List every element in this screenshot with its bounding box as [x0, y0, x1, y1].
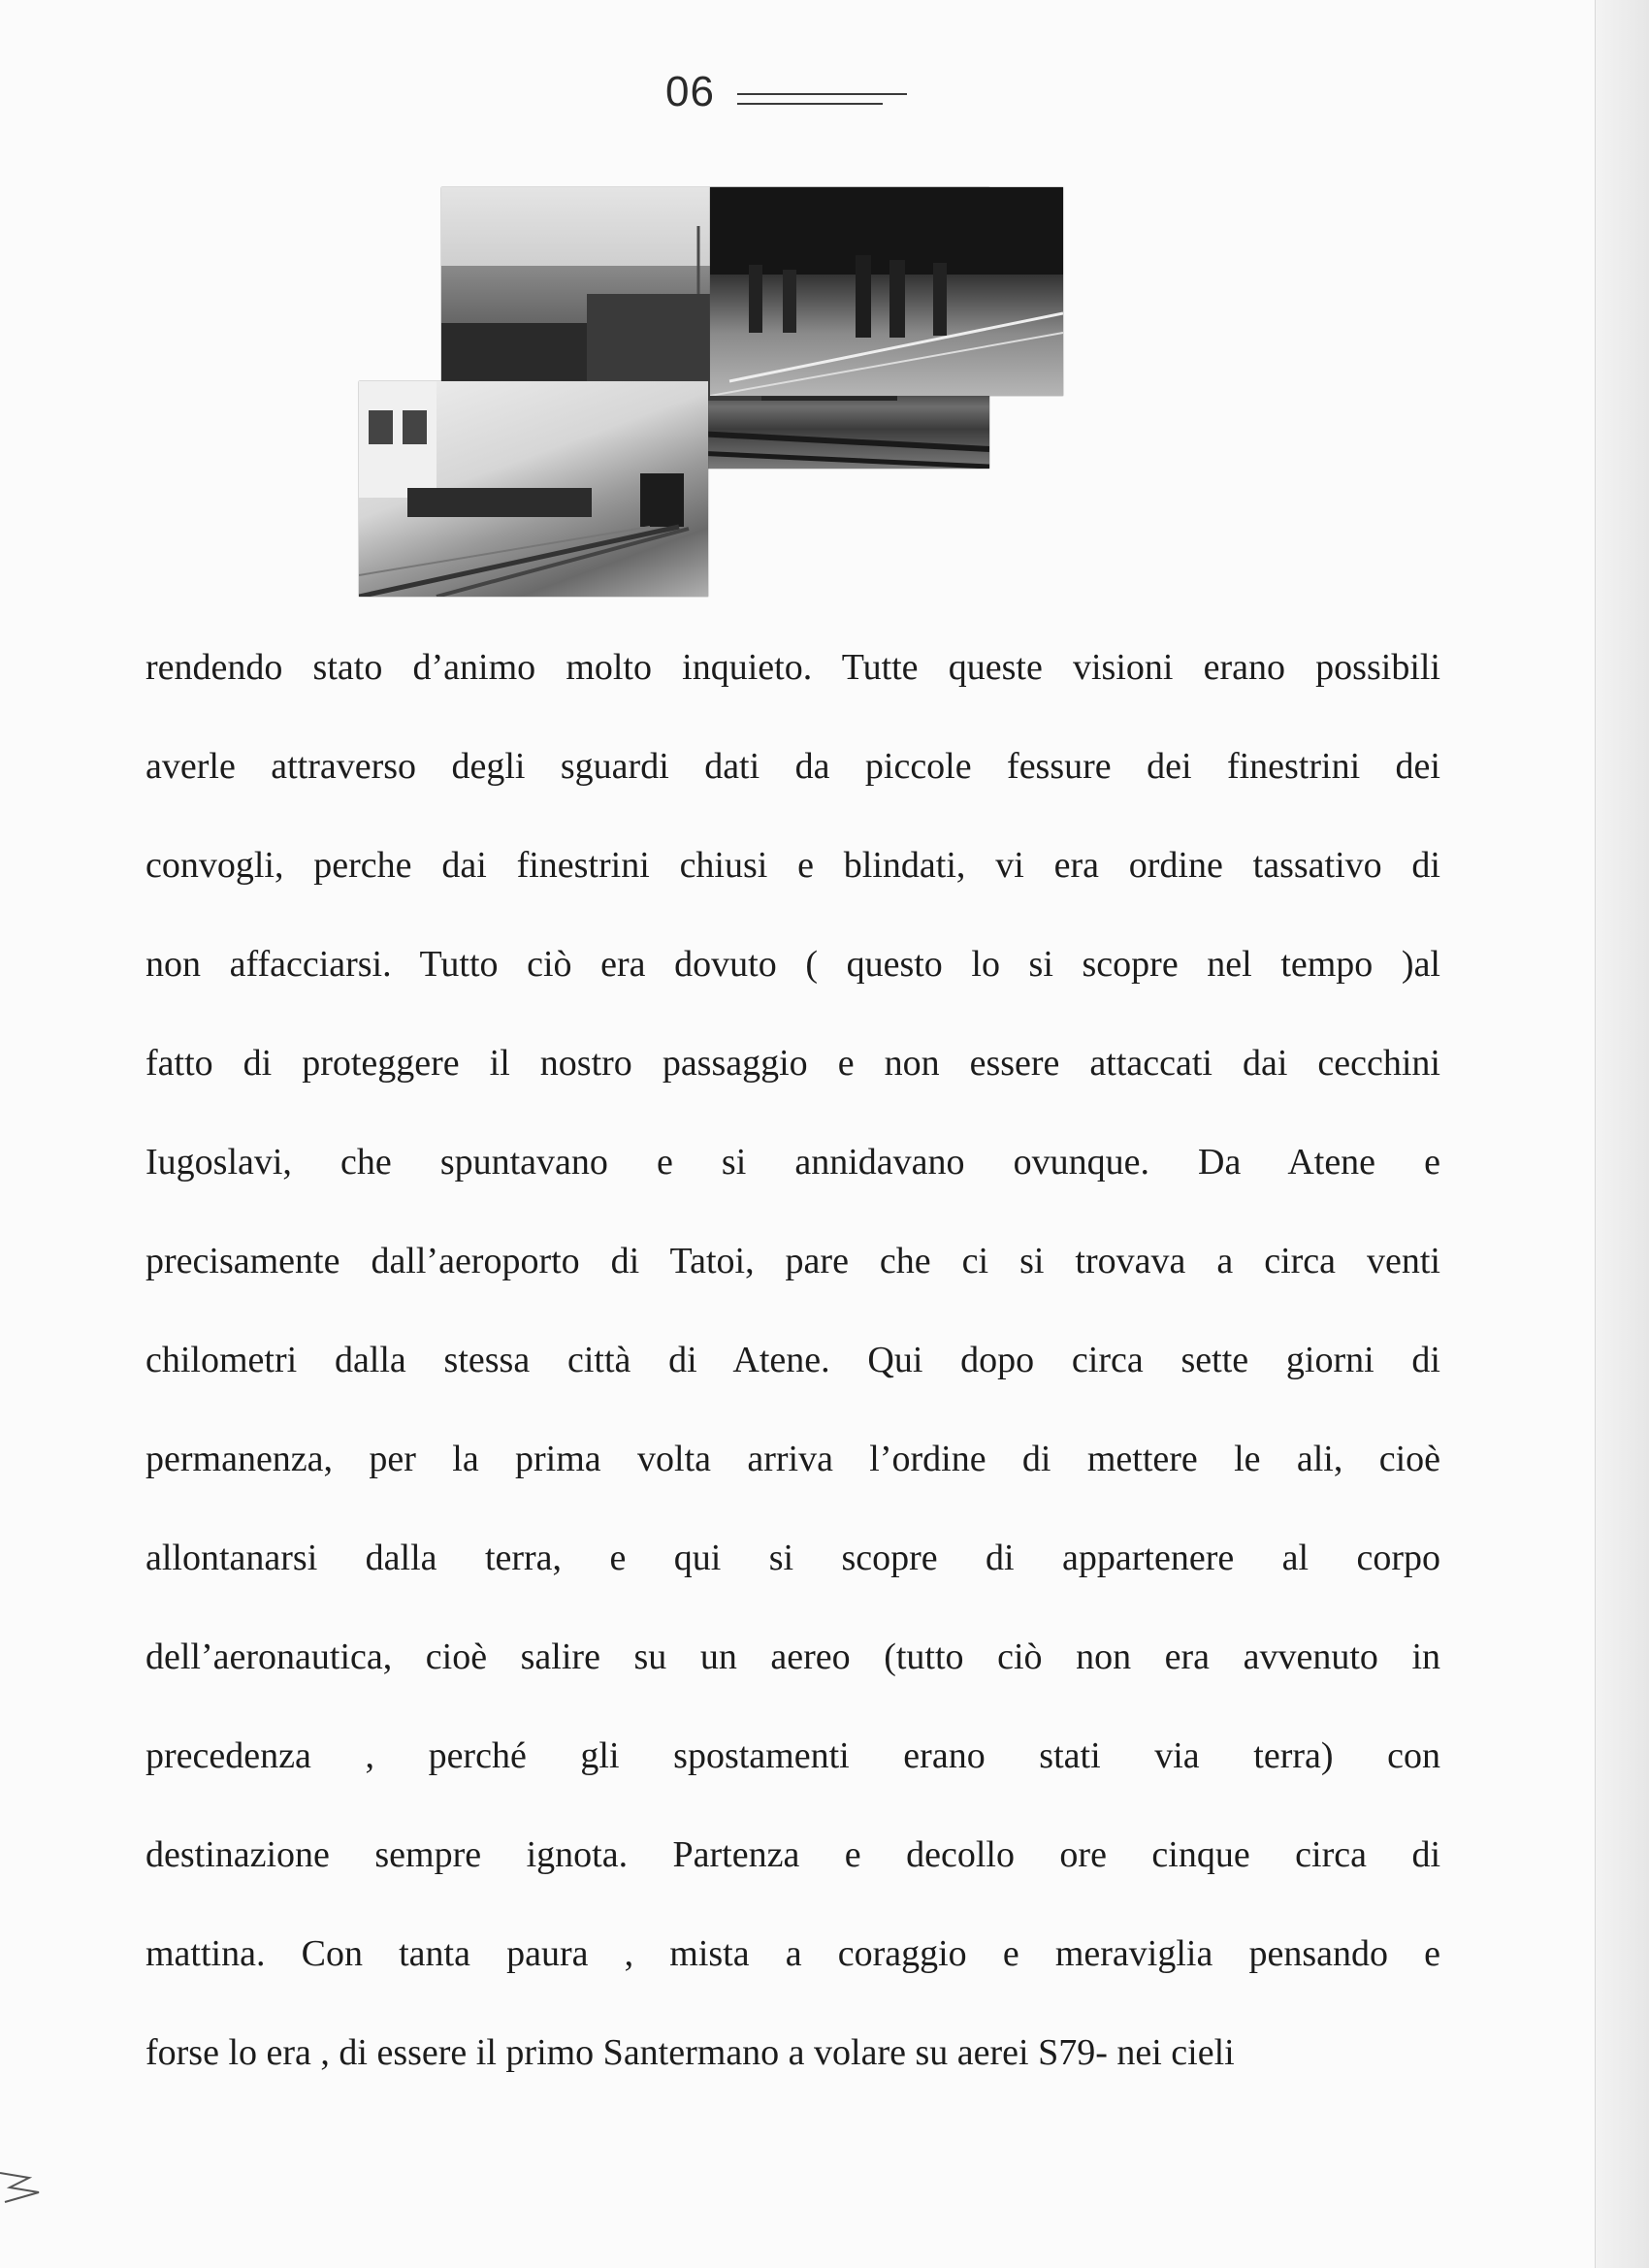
text-line: permanenza, per la prima volta arriva l’ordine di mettere le ali, cioè — [146, 1439, 1440, 1479]
text-line: forse lo era , di essere il primo Santermano a volare su aerei S79- nei cieli — [146, 2032, 1235, 2073]
text-line: mattina. Con tanta paura , mista a coraggio e meraviglia pensando e — [146, 1933, 1440, 1974]
soldiers-illustration — [710, 187, 1063, 396]
text-line: fatto di proteggere il nostro passaggio e non essere attaccati dai cecchini — [146, 1043, 1440, 1084]
text-line: precedenza , perché gli spostamenti erano stati via terra) con — [146, 1735, 1440, 1776]
text-line: averle attraverso degli sguardi dati da piccole fessure dei finestrini dei — [146, 746, 1440, 787]
photo-soldiers-by-train — [710, 187, 1063, 396]
photo-railway-station — [359, 381, 708, 597]
scan-artifact-mark — [0, 2154, 48, 2212]
text-line: allontanarsi dalla terra, e qui si scopre di appartenere al corpo — [146, 1538, 1440, 1578]
text-line: Iugoslavi, che spuntavano e si annidavano ovunque. Da Atene e — [146, 1142, 1440, 1183]
page-number-rule — [737, 103, 883, 105]
text-line: non affacciarsi. Tutto ciò era dovuto ( questo lo si scopre nel tempo )al — [146, 944, 1440, 985]
page-number-rule — [737, 93, 907, 95]
scanner-page-edge — [1595, 0, 1649, 2268]
text-line: convogli, perche dai finestrini chiusi e blindati, vi era ordine tassativo di — [146, 845, 1440, 886]
text-line: precisamente dall’aeroporto di Tatoi, pare che ci si trovava a circa venti — [146, 1241, 1440, 1281]
text-line: destinazione sempre ignota. Partenza e decollo ore cinque circa di — [146, 1834, 1440, 1875]
body-text — [146, 635, 1440, 2120]
station-illustration — [359, 381, 708, 597]
text-line: dell’aeronautica, cioè salire su un aereo (tutto ciò non era avvenuto in — [146, 1636, 1440, 1677]
text-line: rendendo stato d’animo molto inquieto. Tutte queste visioni erano possibili — [146, 647, 1440, 688]
text-line: chilometri dalla stessa città di Atene. Qui dopo circa sette giorni di — [146, 1340, 1440, 1380]
page-number: 06 — [665, 68, 715, 115]
